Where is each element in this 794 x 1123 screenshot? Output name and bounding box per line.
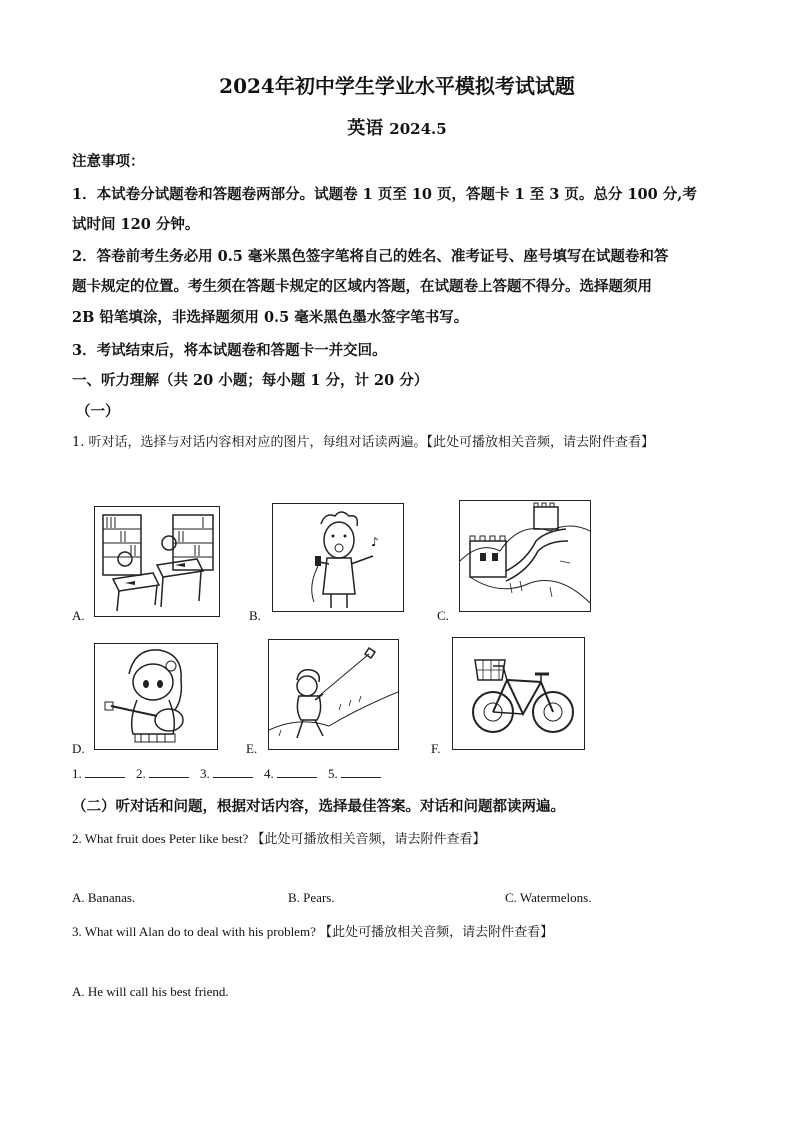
picture-a-label: A. [72,608,85,623]
question-1: 1. 听对话，选择与对话内容相对应的图片，每组对话读两遍。【此处可播放相关音频，请去附件查看】 [72,435,655,450]
note-1-line-2: 试时间 120 分钟。 [72,216,200,233]
part-2-heading: （二）听对话和问题，根据对话内容，选择最佳答案。对话和问题都读两遍。 [72,798,565,815]
q3-option-a[interactable]: A. He will call his best friend. [72,984,229,999]
library-reading-picture [94,506,220,617]
subject-name: 英语 [347,118,384,139]
answer-blank-1[interactable] [85,765,125,778]
blank-label-2: 2. [136,766,146,781]
note-2-line-2: 题卡规定的位置。考生须在答题卡规定的区域内答题，在试题卷上答题不得分。选择题须用 [72,278,652,295]
bicycle-picture [452,637,585,750]
answer-blank-4[interactable] [277,765,317,778]
section-1-heading: 一、听力理解（共 20 小题；每小题 1 分，计 20 分） [72,372,429,389]
picture-e-label: E. [246,741,258,756]
part-1-heading: （一） [76,403,120,420]
note-2-line-1: 2．答卷前考生务必用 0.5 毫米黑色签字笔将自己的姓名、准考证号、座号填写在试题卷和答 [72,248,669,265]
note-2-line-3: 2B 铅笔填涂，非选择题须用 0.5 毫米黑色墨水签字笔书写。 [72,309,469,326]
blank-label-5: 5. [328,766,338,781]
singing-boy-picture [272,503,404,612]
exam-title: 2024年初中学生学业水平模拟考试试题 [219,74,575,98]
svg-text:♪: ♪ [371,535,379,549]
boy-kite-picture [268,639,399,750]
question-2: 2. What fruit does Peter like best? 【此处可播放相关音频，请去附件查看】 [72,831,486,846]
blank-label-3: 3. [200,766,210,781]
picture-b-label: B. [249,608,261,623]
blank-label-4: 4. [264,766,274,781]
picture-c-label: C. [437,608,449,623]
great-wall-picture [459,500,591,612]
note-1-line-1: 1．本试卷分试题卷和答题卷两部分。试题卷 1 页至 10 页，答题卡 1 至 3 页。总分 100 分,考 [72,186,697,203]
picture-d-label: D. [72,741,85,756]
blank-label-1: 1. [72,766,82,781]
girl-guitar-picture [94,643,218,750]
exam-subject [0,114,794,140]
answer-blank-3[interactable] [213,765,253,778]
answer-blank-2[interactable] [149,765,189,778]
notes-heading: 注意事项： [72,153,145,170]
answer-blank-5[interactable] [341,765,381,778]
picture-f-label: F. [431,741,441,756]
answer-blanks [72,765,389,782]
question-3: 3. What will Alan do to deal with his problem? 【此处可播放相关音频，请去附件查看】 [72,924,554,939]
note-3: 3．考试结束后，将本试题卷和答题卡一并交回。 [72,342,387,359]
q2-option-a[interactable]: A. Bananas. [72,890,136,905]
exam-date: 2024.5 [389,120,447,138]
q2-option-b[interactable]: B. Pears. [288,890,335,905]
q2-option-c[interactable]: C. Watermelons. [505,890,592,905]
